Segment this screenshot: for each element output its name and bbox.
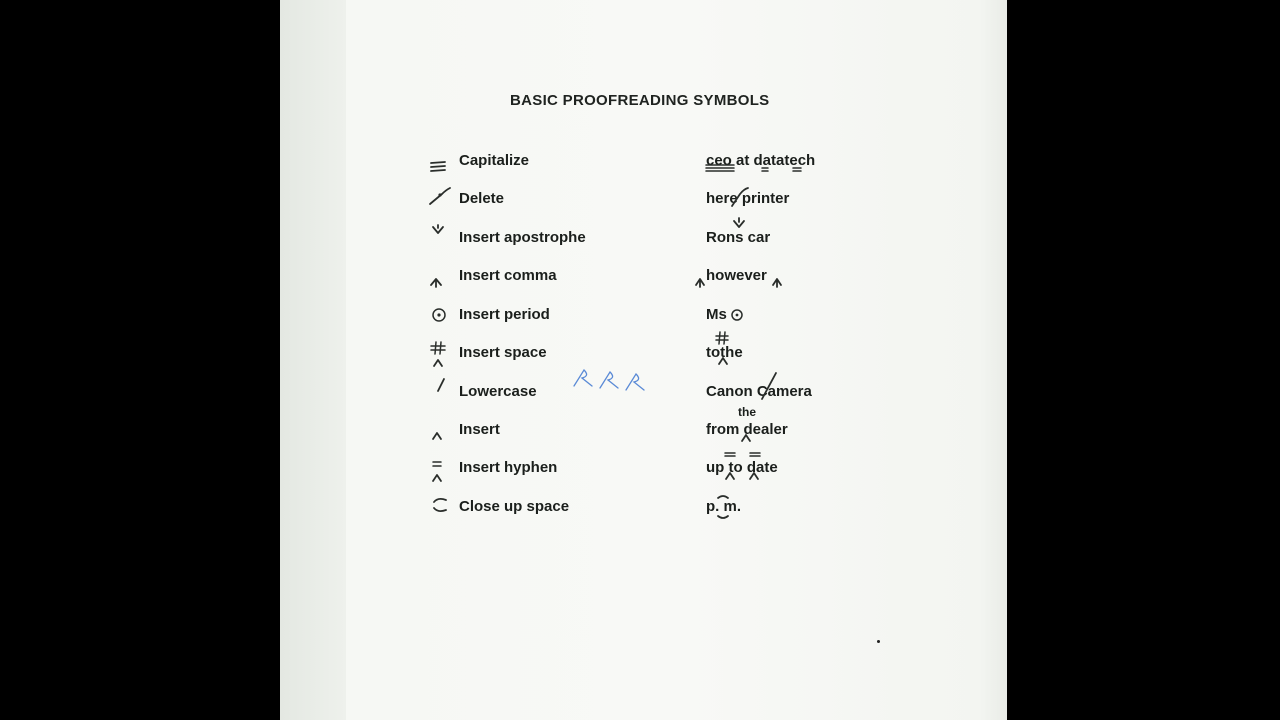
capitalize-marks-icon <box>706 148 906 178</box>
close-up-mark-icon <box>706 494 906 524</box>
row-insert-hyphen <box>280 455 1007 485</box>
example-insert-space: tothe <box>706 340 906 370</box>
period-mark-icon <box>706 302 906 332</box>
space-hash-icon <box>428 340 454 370</box>
lowercase-mark-icon <box>706 379 906 409</box>
hyphen-caret-icon <box>428 455 454 485</box>
label-insert-apostrophe: Insert apostrophe <box>459 229 586 246</box>
row-close-up-space <box>280 494 1007 524</box>
comma-marks-icon <box>706 263 906 293</box>
hyphen-marks-icon <box>706 455 906 485</box>
label-capitalize: Capitalize <box>459 152 530 169</box>
example-insert-period: Ms <box>706 302 906 332</box>
row-insert-period <box>280 302 1007 332</box>
row-insert-space <box>280 340 1007 370</box>
slash-icon <box>428 379 454 409</box>
document-title: BASIC PROOFREADING SYMBOLS <box>510 92 770 109</box>
label-delete: Delete <box>459 190 505 207</box>
row-delete <box>280 186 1007 216</box>
caret-icon <box>428 417 454 447</box>
close-up-icon <box>428 494 454 524</box>
row-lowercase <box>280 379 1007 409</box>
inserted-word: the <box>738 405 756 419</box>
insert-mark-icon <box>706 417 906 447</box>
circled-period-icon <box>428 302 454 332</box>
example-capitalize: ceo at datatech <box>706 148 906 178</box>
label-lowercase: Lowercase <box>459 383 537 400</box>
comma-caret-icon <box>428 263 454 293</box>
example-insert-apostrophe: Rons car <box>706 225 906 255</box>
example-insert-hyphen: up to date <box>706 455 906 485</box>
apostrophe-caret-icon <box>428 225 454 255</box>
row-capitalize <box>280 148 1007 178</box>
example-insert-comma: however <box>706 263 906 293</box>
label-insert-hyphen: Insert hyphen <box>459 459 558 476</box>
apostrophe-mark-icon <box>706 225 906 255</box>
speck-mark <box>877 640 880 643</box>
row-insert-apostrophe <box>280 225 1007 255</box>
delete-strike-icon <box>706 186 906 216</box>
triple-underline-icon <box>428 148 454 178</box>
label-insert-period: Insert period <box>459 306 550 323</box>
example-insert: from dealer the <box>706 417 906 447</box>
row-insert-comma <box>280 263 1007 293</box>
label-insert: Insert <box>459 421 500 438</box>
label-close-up-space: Close up space <box>459 498 570 515</box>
example-lowercase: Canon Camera <box>706 379 906 409</box>
space-mark-icon <box>706 340 906 370</box>
example-delete: here printer <box>706 186 906 216</box>
delete-mark-icon <box>428 186 454 216</box>
label-insert-space: Insert space <box>459 344 547 361</box>
row-insert <box>280 405 1007 447</box>
example-close-up-space: p. m. <box>706 494 906 524</box>
label-insert-comma: Insert comma <box>459 267 557 284</box>
paper-page <box>280 0 1007 720</box>
